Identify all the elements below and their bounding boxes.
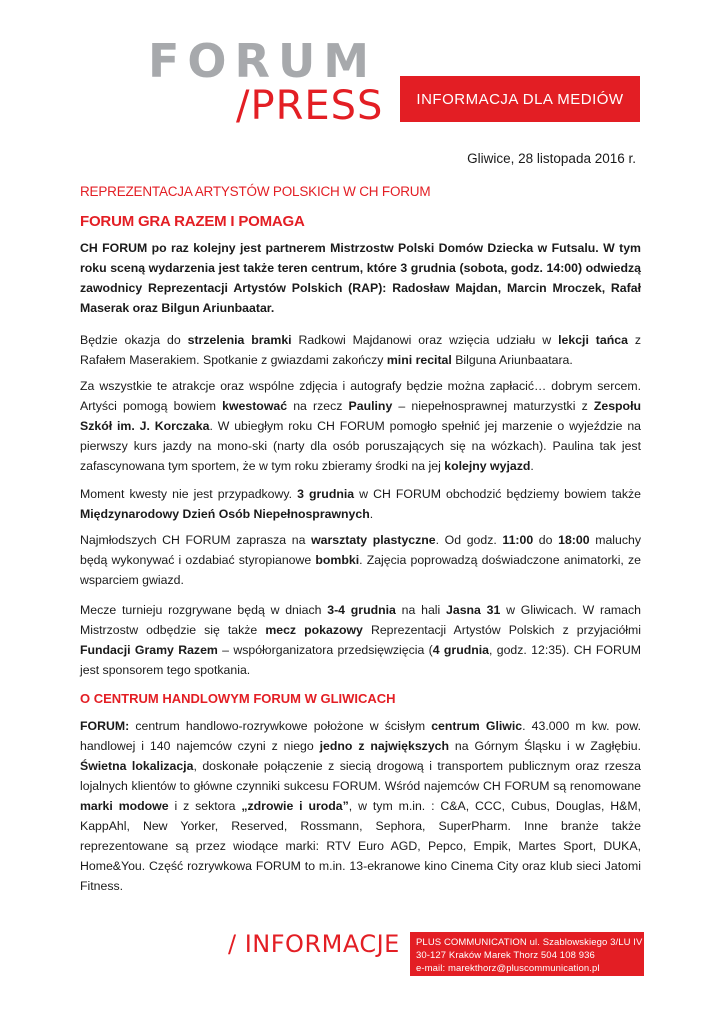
footer-line-company: PLUS COMMUNICATION ul. Szablowskiego 3/LU IV: [416, 937, 643, 948]
footer-line-email[interactable]: e-mail: marekthorz@pluscommunication.pl: [416, 963, 600, 974]
footer-label: / INFORMACJE: [228, 930, 400, 958]
press-date: Gliwice, 28 listopada 2016 r.: [467, 151, 636, 166]
media-info-banner: [400, 76, 640, 122]
logo-forum: FORUM: [148, 34, 378, 88]
paragraph-6: Mecze turnieju rozgrywane będą w dniach 3-4 grudnia na hali Jasna 31 w Gliwicach. W ramach Mistrzostw odbędzie się także mecz pokazowy Reprezentacji Artystów Polskich z przyjaciółmi Fundacji Gramy Razem – współorganizatora przedsięwzięcia (4 grudnia, godz. 12:35). CH FORUM jest sponsorem tego spotkania.: [80, 603, 641, 677]
lead-paragraph: CH FORUM po raz kolejny jest partnerem Mistrzostw Polski Domów Dziecka w Futsalu. W tym roku sceną wydarzenia jest także teren centrum, które 3 grudnia (sobota, godz. 14:00) odwiedzą zawodnicy Reprezentacji Artystów Polskich (RAP): Radosław Majdan, Marcin Mroczek, Rafał Maserak oraz Bilgun Ariunbaatar.: [80, 241, 641, 315]
footer-line-contact: 30-127 Kraków Marek Thorz 504 108 936: [416, 950, 595, 961]
headline: FORUM GRA RAZEM I POMAGA: [80, 213, 305, 230]
about-paragraph: FORUM: centrum handlowo-rozrywkowe położone w ścisłym centrum Gliwic. 43.000 m kw. pow. handlowej i 140 najemców czyni z niego jedno z największych na Górnym Śląsku i w Zagłębiu. Świetna lokalizacja, doskonałe połączenie z siecią drogową i transportem publicznym oraz rzesza lojalnych klientów to główne czynniki sukcesu FORUM. Wśród najemców CH FORUM są renomowane marki modowe i z sektora „zdrowie i uroda”, w tym m.in. : C&A, CCC, Cubus, Douglas, H&M, KappAhl, New Yorker, Reserved, Rossmann, Sephora, SuperPharm. Inne branże także reprezentowane są przez wiodące marki: RTV Euro AGD, Pepco, Empik, Martes Sport, DUKA, Home&You. Część rozrywkowa FORUM to m.in. 13-ekranowe kino Cinema City oraz klub sieci Jatomi Fitness.: [80, 719, 642, 893]
paragraph-5: Najmłodszych CH FORUM zaprasza na warsztaty plastyczne. Od godz. 11:00 do 18:00 maluchy będą wykonywać i ozdabiać styropianowe bombki. Zajęcia poprowadzą doświadczone animatorki, ze wsparciem gwiazd.: [80, 533, 641, 587]
paragraph-4: Moment kwesty nie jest przypadkowy. 3 grudnia w CH FORUM obchodzić będziemy bowiem także Międzynarodowy Dzień Osób Niepełnosprawnych.: [80, 487, 641, 521]
kicker: REPREZENTACJA ARTYSTÓW POLSKICH W CH FORUM: [80, 184, 431, 199]
media-info-label: INFORMACJA DLA MEDIÓW: [416, 90, 624, 108]
paragraph-2: Będzie okazja do strzelenia bramki Radkowi Majdanowi oraz wzięcia udziału w lekcji tańca z Rafałem Maserakiem. Spotkanie z gwiazdami zakończy mini recital Bilguna Ariunbaatara.: [80, 333, 641, 367]
logo-press: /PRESS: [236, 83, 384, 129]
section-title: O CENTRUM HANDLOWYM FORUM W GLIWICACH: [80, 691, 396, 706]
footer-contact-box: [410, 932, 644, 976]
paragraph-3: Za wszystkie te atrakcje oraz wspólne zdjęcia i autografy będzie można zapłacić… dobrym sercem. Artyści pomogą bowiem kwestować na rzecz Pauliny – niepełnosprawnej maturzystki z Zespołu Szkół im. J. Korczaka. W ubiegłym roku CH FORUM pomogło spełnić jej marzenie o wyjeździe na pierwszy kurs jazdy na mono-ski (narty dla osób poruszających się na wózkach). Paulina tak jest zafascynowana tym sportem, że w tym roku zbieramy środki na jej kolejny wyjazd.: [80, 379, 641, 473]
